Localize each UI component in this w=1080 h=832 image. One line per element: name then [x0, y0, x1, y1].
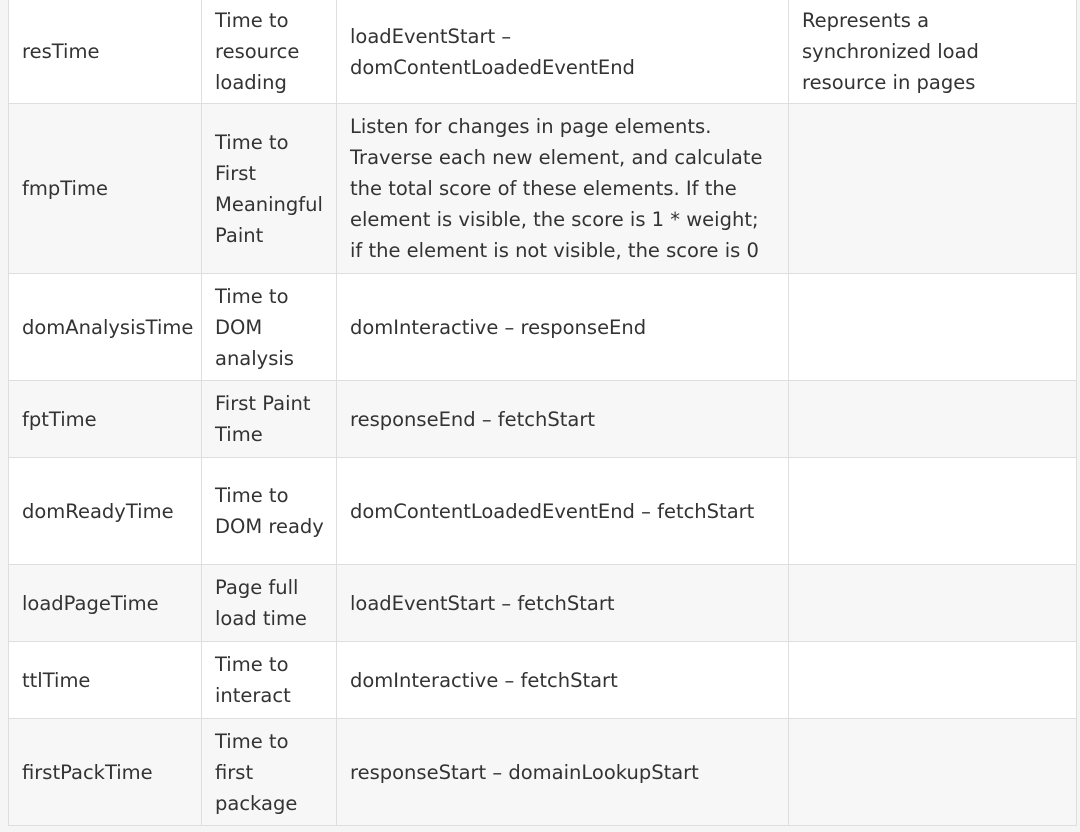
- metric-name-cell: Time to resource loading: [202, 0, 337, 104]
- formula-cell: Listen for changes in page elements. Traverse each new element, and calculate the total score of these elements. If the element is visible, the score is 1 * weight; if the element is not visible, the score is 0: [337, 104, 789, 274]
- metric-name-cell: First Paint Time: [202, 381, 337, 458]
- remark-cell: [789, 642, 1077, 719]
- metric-name-cell: Time to DOM ready: [202, 458, 337, 565]
- remark-cell: [789, 458, 1077, 565]
- table-row: [9, 565, 1077, 642]
- metric-name-cell: Time to first package: [202, 719, 337, 826]
- metric-cell: loadPageTime: [9, 565, 202, 642]
- metric-cell: fptTime: [9, 381, 202, 458]
- table-row: [9, 719, 1077, 826]
- formula-cell: loadEventStart – fetchStart: [337, 565, 789, 642]
- formula-cell: responseEnd – fetchStart: [337, 381, 789, 458]
- remark-cell: [789, 274, 1077, 381]
- table-row: [9, 0, 1077, 104]
- formula-cell: loadEventStart – domContentLoadedEventEnd: [337, 0, 789, 104]
- remark-cell: [789, 104, 1077, 274]
- metric-cell: domAnalysisTime: [9, 274, 202, 381]
- metric-name-cell: Time to First Meaningful Paint: [202, 104, 337, 274]
- metric-cell: domReadyTime: [9, 458, 202, 565]
- remark-cell: Represents a synchronized load resource in pages: [789, 0, 1077, 104]
- formula-cell: domContentLoadedEventEnd – fetchStart: [337, 458, 789, 565]
- metric-cell: resTime: [9, 0, 202, 104]
- remark-cell: [789, 381, 1077, 458]
- table-row: [9, 274, 1077, 381]
- table-row: [9, 458, 1077, 565]
- formula-cell: responseStart – domainLookupStart: [337, 719, 789, 826]
- table-row: [9, 104, 1077, 274]
- table-row: [9, 642, 1077, 719]
- metric-cell: ttlTime: [9, 642, 202, 719]
- formula-cell: domInteractive – fetchStart: [337, 642, 789, 719]
- metrics-table: [8, 0, 1077, 826]
- remark-cell: [789, 565, 1077, 642]
- metric-cell: firstPackTime: [9, 719, 202, 826]
- metric-cell: fmpTime: [9, 104, 202, 274]
- metric-name-cell: Page full load time: [202, 565, 337, 642]
- remark-cell: [789, 719, 1077, 826]
- metric-name-cell: Time to DOM analysis: [202, 274, 337, 381]
- metric-name-cell: Time to interact: [202, 642, 337, 719]
- formula-cell: domInteractive – responseEnd: [337, 274, 789, 381]
- table-row: [9, 381, 1077, 458]
